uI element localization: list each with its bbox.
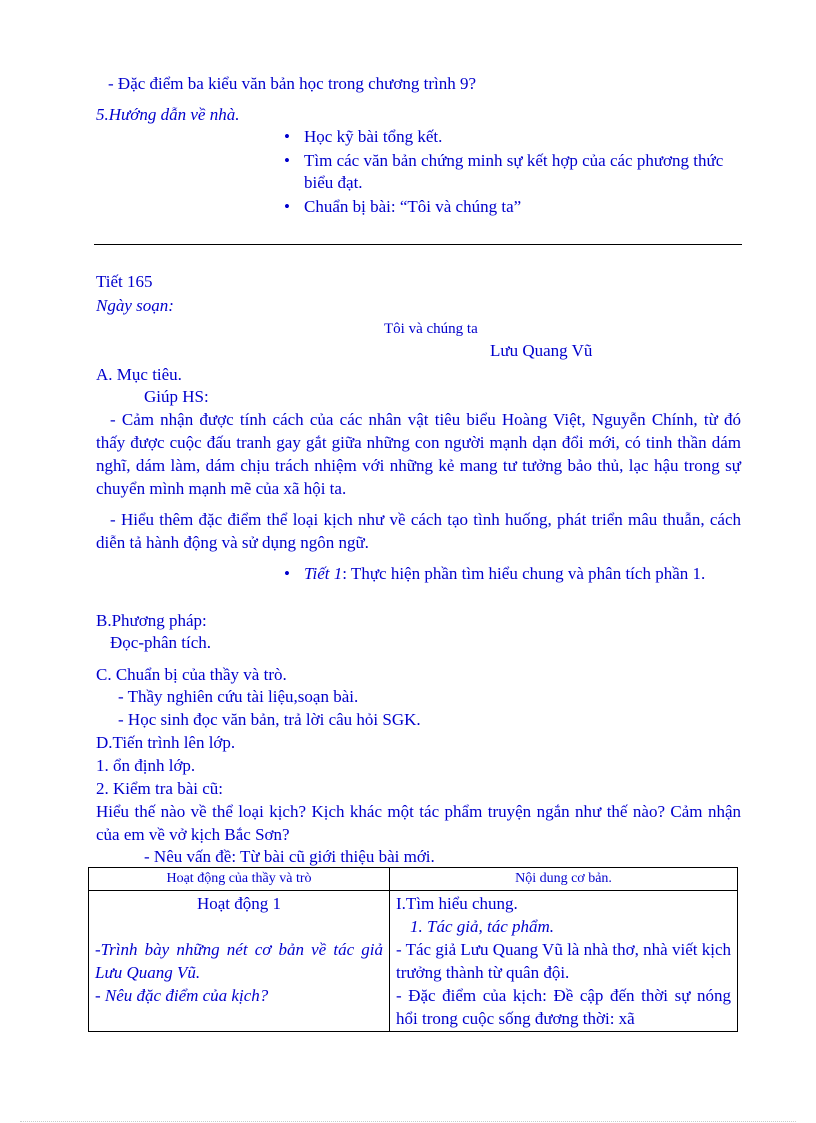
table-header-row (89, 868, 738, 891)
lesson-title: Tôi và chúng ta (384, 321, 478, 337)
section-c-heading: C. Chuẩn bị của thầy và trò. (96, 665, 287, 684)
page-bottom-border (20, 1121, 796, 1122)
section-b-method: Đọc-phân tích. (110, 633, 212, 652)
table-row (89, 891, 738, 1032)
period-one-text: : Thực hiện phần tìm hiểu chung và phân tích phần 1. (342, 564, 706, 583)
section-c-student: - Học sinh đọc văn bản, trả lời câu hỏi SGK. (118, 710, 421, 729)
table-header-right: Nội dung cơ bản. (390, 868, 738, 891)
activity-question-1: -Trình bày những nét cơ bản về tác giả Lưu Quang Vũ. (95, 940, 383, 982)
period-one-label: Tiết 1 (304, 564, 343, 583)
lesson-period: Tiết 165 (96, 272, 153, 291)
table-cell-left (89, 891, 390, 1032)
content-paragraph-2: - Đặc điểm của kịch: Đề cập đến thời sự nóng hổi trong cuộc sống đương thời: xã (396, 986, 731, 1028)
lesson-table (88, 867, 738, 1032)
section-a-heading: A. Mục tiêu. (96, 365, 182, 384)
section-divider (94, 244, 742, 245)
section-d-step1: 1. ổn định lớp. (96, 756, 196, 775)
content-subheading: 1. Tác giả, tác phẩm. (410, 917, 555, 936)
section-d-question: Hiểu thế nào về thể loại kịch? Kịch khác một tác phẩm truyện ngắn như thế nào? Cảm nhận của em về vở kịch Bắc Sơn? (96, 802, 741, 844)
lesson-date-label: Ngày soạn: (96, 296, 174, 315)
homework-heading: 5.Hướng dẫn về nhà. (96, 105, 240, 124)
bullet-dot: • (284, 564, 290, 583)
section-c-teacher: - Thầy nghiên cứu tài liệu,soạn bài. (118, 687, 359, 706)
lesson-author: Lưu Quang Vũ (490, 341, 593, 360)
section-a-help: Giúp HS: (144, 387, 209, 406)
section-d-step2: 2. Kiểm tra bài cũ: (96, 779, 223, 798)
review-question: - Đặc điểm ba kiểu văn bản học trong chương trình 9? (108, 74, 477, 93)
table-cell-right (390, 891, 738, 1032)
content-paragraph-1: - Tác giả Lưu Quang Vũ là nhà thơ, nhà viết kịch trưởng thành từ quân đội. (396, 940, 731, 982)
activity-question-2: - Nêu đặc điểm của kịch? (95, 986, 269, 1005)
activity-title: Hoạt động 1 (196, 894, 282, 913)
section-d-heading: D.Tiến trình lên lớp. (96, 733, 236, 752)
section-a-goal2: - Hiểu thêm đặc điểm thể loại kịch như về cách tạo tình huống, phát triển mâu thuẫn, cách diễn tả hành động và sử dụng ngôn ngữ. (96, 510, 741, 552)
homework-list (284, 126, 744, 220)
period-one-item (284, 563, 764, 585)
table-header-left: Hoạt động của thầy và trò (89, 868, 390, 891)
homework-item: • Tìm các văn bản chứng minh sự kết hợp của các phương thức biểu đạt. (284, 150, 744, 194)
homework-item: • Học kỹ bài tổng kết. (284, 126, 744, 148)
homework-item: • Chuẩn bị bài: “Tôi và chúng ta” (284, 196, 744, 218)
content-heading: I.Tìm hiểu chung. (396, 894, 518, 913)
section-d-intro: - Nêu vấn đề: Từ bài cũ giới thiệu bài mới. (144, 847, 435, 866)
section-a-goal1: - Cảm nhận được tính cách của các nhân vật tiêu biểu Hoàng Việt, Nguyễn Chính, từ đó thấy được cuộc đấu tranh gay gắt giữa những con người mạnh dạn đổi mới, có tinh thần dám nghĩ, dám làm, dám chịu trách nhiệm với những kẻ mang tư tưởng bảo thủ, lạc hậu trong sự chuyển mình mạnh mẽ của xã hội ta. (96, 410, 741, 498)
section-b-heading: B.Phương pháp: (96, 611, 207, 630)
